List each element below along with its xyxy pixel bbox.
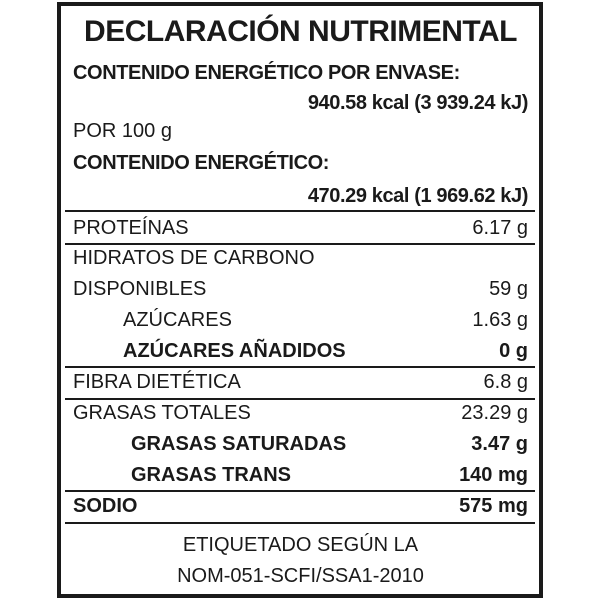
nutrient-label: FIBRA DIETÉTICA [73, 371, 241, 393]
footer-line-2: NOM-051-SCFI/SSA1-2010 [177, 565, 424, 587]
nutrient-value: 140 mg [459, 464, 528, 486]
nutrient-value: 6.8 g [483, 371, 528, 393]
nutrient-label: PROTEÍNAS [73, 217, 189, 239]
energy-per-100g-value: 470.29 kcal (1 969.62 kJ) [307, 185, 528, 207]
footer-line-1: ETIQUETADO SEGÚN LA [182, 534, 419, 556]
energy-per-100g-label: CONTENIDO ENERGÉTICO: [73, 152, 330, 174]
divider [65, 522, 535, 524]
nutrient-label: GRASAS SATURADAS [131, 433, 347, 455]
nutrient-label: DISPONIBLES [73, 278, 207, 300]
nutrient-label: GRASAS TRANS [131, 464, 292, 486]
nutrient-value: 3.47 g [471, 433, 528, 455]
energy-per-package-value: 940.58 kcal (3 939.24 kJ) [307, 92, 528, 114]
nutrient-value: 1.63 g [472, 309, 528, 331]
nutrient-value: 23.29 g [461, 402, 528, 424]
nutrient-value: 575 mg [459, 495, 528, 517]
nutrient-label: GRASAS TOTALES [73, 402, 251, 424]
nutrient-value: 0 g [499, 340, 528, 362]
nutrient-row-sodium [73, 491, 528, 522]
per-100g-label: POR 100 g [73, 120, 172, 142]
nutrient-row-added-sugars [73, 336, 528, 367]
nutrient-label: SODIO [73, 495, 138, 517]
nutrient-value: 59 g [489, 278, 528, 300]
nutrient-row-fiber [73, 367, 528, 398]
divider [65, 210, 535, 212]
nutrient-row-available [73, 274, 528, 305]
nutrient-row-proteins [73, 213, 528, 244]
nutrient-row-sugars [73, 305, 528, 336]
energy-per-package-label: CONTENIDO ENERGÉTICO POR ENVASE: [73, 62, 460, 84]
nutrient-label: AZÚCARES [123, 309, 232, 331]
label-title: DECLARACIÓN NUTRIMENTAL [84, 15, 517, 48]
nutrient-row-trans-fat [73, 460, 528, 491]
nutrient-row-total-fat [73, 398, 528, 429]
nutrient-row-saturated-fat [73, 429, 528, 460]
nutrient-value: 6.17 g [472, 217, 528, 239]
carbs-heading: HIDRATOS DE CARBONO [73, 247, 315, 269]
nutrient-label: AZÚCARES AÑADIDOS [123, 340, 346, 362]
